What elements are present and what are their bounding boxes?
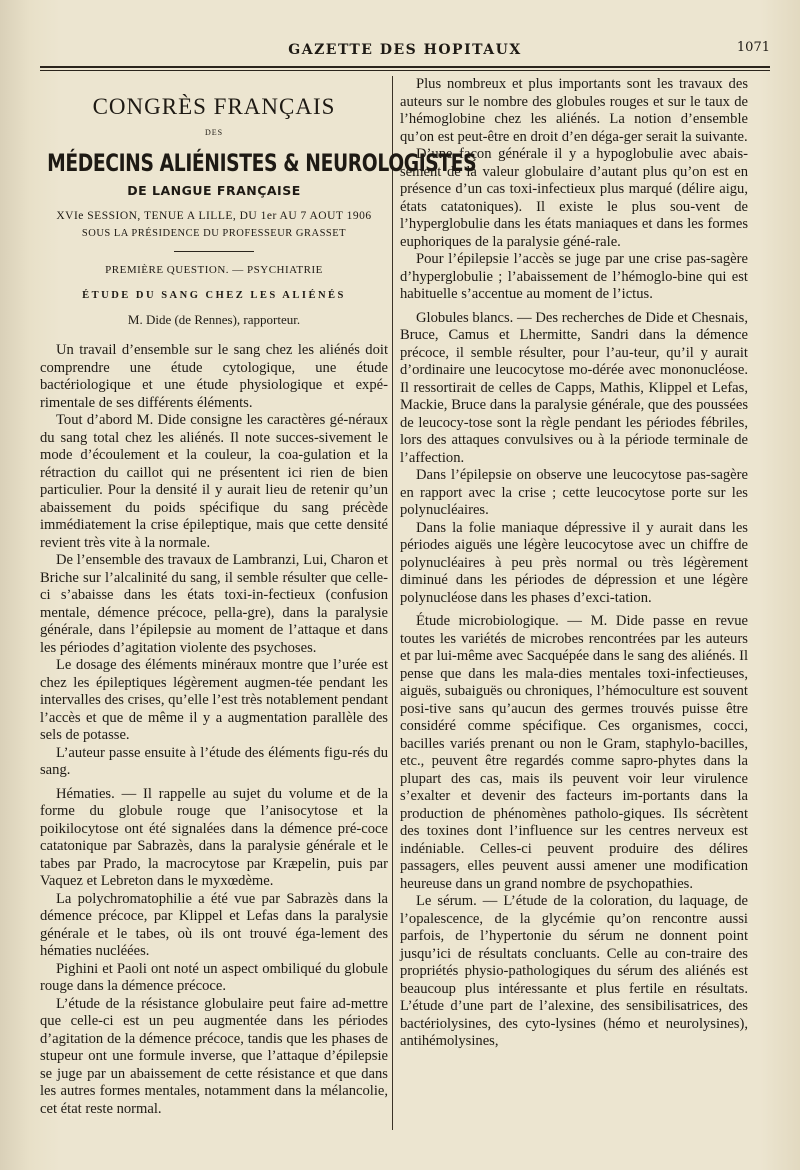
presidence-line: SOUS LA PRÉSIDENCE DU PROFESSEUR GRASSET [81, 228, 347, 239]
running-title: GAZETTE DES HOPITAUX [288, 42, 522, 58]
congress-language: DE LANGUE FRANÇAISE [127, 182, 301, 198]
question-heading: PREMIÈRE QUESTION. — PSYCHIATRIE [105, 263, 323, 276]
congress-subtitle: MÉDECINS ALIÉNISTES & NEUROLOGISTES [47, 148, 477, 177]
left-column [40, 76, 477, 1118]
paragraph: Plus nombreux et plus importants sont les travaux des auteurs sur le nombre des globules rouges et sur le taux de l’hémoglobine chez les aliénés. La notion d’ensemble qu’on est peut-être en droit d’en déga-ger serait la suivante. [400, 76, 748, 145]
rapporteur-line: M. Dide (de Rennes), rapporteur. [127, 311, 301, 327]
paragraph: Dans l’épilepsie on observe une leucocytose pas-sagère en rapport avec la crise ; cette leucocytose porte sur les polynucléaires. [400, 467, 748, 518]
paragraph-etude-microbiologique: Étude microbiologique. — M. Dide passe en revue toutes les variétés de microbes rencontrées par les auteurs et par lui-même avec Sacquépée dans le sang des aliénés. Il pense que dans les mala-dies mentales toxi-infectieuses, aiguës, subaiguës ou chroniques, l’hémoculture est souvent posi-tive sans qu’aucun des germes trouvés puisse être considéré comme spécifique. Ces organismes, cocci, bacilles variés prenant ou non le Gram, staphylo-bacilles, etc., peuvent être regardés comme sapro-phytes dans la plupart des cas, mais ils peuvent voir leur virulence s’exalter et devenir des facteurs im-portants dans la production de phénomènes patholo-giques. Ils sécrètent des toxines dont l’influence sur les centres nerveux est indéniable. Celles-ci peuvent produire des délires passagers, elles peuvent aussi amener une modification heureuse dans un grand nombre de psychopathies. [400, 613, 748, 892]
paragraph: La polychromatophilie a été vue par Sabrazès dans la démence précoce, par Klippel et Lefas dans la paralysie générale et le tabes, où ils ont trouvé éga-lement des hématies nucléées. [40, 890, 388, 959]
paragraph: L’étude de la résistance globulaire peut faire ad-mettre que celle-ci est un peu augmentée dans les périodes d’agitation de la démence précoce, tandis que les phases de stupeur ont une formule inverse, que l’attaque d’épilepsie se juge par un abaissement de cette résistance et que dans les autres formes mentales, notamment dans la mélancolie, cet état reste normal. [40, 995, 388, 1117]
paragraph: D’une façon générale il y a hypoglobulie avec abais-sement de la valeur globulaire d’autant plus qu’on est en présence d’un cas toxi-infectieux plus marqué (délire aigu, états catatoniques). Il existe le plus sou-vent de l’hyperglobulie dans les états maniaques et dans les formes euphoriques de la paralysie géné-rale. [400, 146, 748, 250]
header-rule-thin [40, 70, 770, 71]
study-heading: ÉTUDE DU SANG CHEZ LES ALIÉNÉS [82, 290, 346, 301]
paragraph: Dans la folie maniaque dépressive il y aurait dans les périodes aiguës une légère leucocytose avec un chiffre de polynucléaires à peu près normal ou très légèrement diminué dans les périodes de dépression et une légère polynucléose dans les phases d’exci-tation. [400, 519, 748, 606]
column-divider [392, 76, 393, 1130]
page-number: 1071 [736, 40, 770, 55]
session-line: XVIe SESSION, TENUE A LILLE, DU 1er AU 7 AOUT 1906 [56, 210, 372, 222]
paragraph: De l’ensemble des travaux de Lambranzi, Lui, Charon et Briche sur l’alcalinité du sang, il semble résulter que celle-ci s’abaisse dans les états toxi-in-fectieux (confusion mentale, démence précoce, pella-gre), dans la paralysie générale, dans l’épilepsie au moment de l’attaque et dans les périodes d’agitation violente des psychoses. [40, 552, 388, 656]
page-header [40, 40, 770, 64]
paragraph: Le dosage des éléments minéraux montre que l’urée est chez les épileptiques légèrement augmen-tée pendant les intervalles des crises, qu’elle l’est très notablement pendant l’accès et que de même il y a augmentation parallèle des sels de potasse. [40, 657, 388, 743]
section-rule [174, 251, 254, 252]
paragraph: Pighini et Paoli ont noté un aspect ombiliqué du globule rouge dans la démence précoce. [40, 960, 388, 994]
paragraph-serum: Le sérum. — L’étude de la coloration, du laquage, de l’opalescence, de la glycémie qu’on rencontre aussi parfois, de l’hypertonie du sérum ne donnent point jusqu’ici de résultats concluants. Celle au con-traire des propriétés physio-pathologiques du sérum des aliénés est beaucoup plus intéressante et plus fertile en résultats. L’étude d’une part de l’alexine, des sensibilisatrices, des bactériolysines, des cyto-lysines (hémo et neurolysines), antihémolysines, [400, 893, 748, 1049]
paragraph: Tout d’abord M. Dide consigne les caractères gé-néraux du sang total chez les aliénés. Il note succes-sivement le mode d’écoulement et la couleur, la coa-gulation et la rétraction du caillot qui ne présentent ici rien de bien particulier. Pour la densité il y aurait lieu de retenir qu’un abaissement du poids spécifique du sang précède immédiatement la crise épileptique, mais que cette densité revient très vite à la normale. [40, 412, 388, 551]
paragraph: Pour l’épilepsie l’accès se juge par une crise pas-sagère d’hyperglobulie ; l’abaissement de l’hémoglo-bine qui est habituelle s’accentue au moment de l’ictus. [400, 251, 748, 302]
header-rule [40, 66, 770, 68]
right-column [400, 76, 748, 1051]
paragraph-globules-blancs: Globules blancs. — Des recherches de Dide et Chesnais, Bruce, Camus et Lhermitte, Sandri dans la démence précoce, il semble résulter, pour l’au-teur, qu’il y aurait d’ordinaire une leucocytose mo-dérée avec mononucléose. Il ressortirait de celles de Capps, Mathis, Klippel et Lefas, Mackie, Bruce dans la paralysie générale, que des poussées de leucocy-tose sont la règle pendant les périodes fébriles, lors des attaques convulsives ou à la période terminale de l’affection. [400, 309, 748, 466]
paragraph: L’auteur passe ensuite à l’étude des éléments figu-rés du sang. [40, 744, 388, 778]
paragraph-hematies: Hématies. — Il rappelle au sujet du volume et de la forme du globule rouge que l’anisocytose et la poikilocytose ont été signalées dans la démence pré-coce catatonique par Sabrazès, dans la paralysie générale et le tabes par Prado, la macrocytose par Kræpelin, puis par Vaquez et Lebreton dans le myxœdème. [40, 785, 388, 889]
paragraph: Un travail d’ensemble sur le sang chez les aliénés doit comprendre une étude cytologique, une étude bactériologique et une étude physiologique et expé-rimentale de ses différents éléments. [40, 342, 388, 411]
congress-des: DES [204, 128, 224, 137]
congress-title: CONGRÈS FRANÇAIS [92, 94, 336, 119]
